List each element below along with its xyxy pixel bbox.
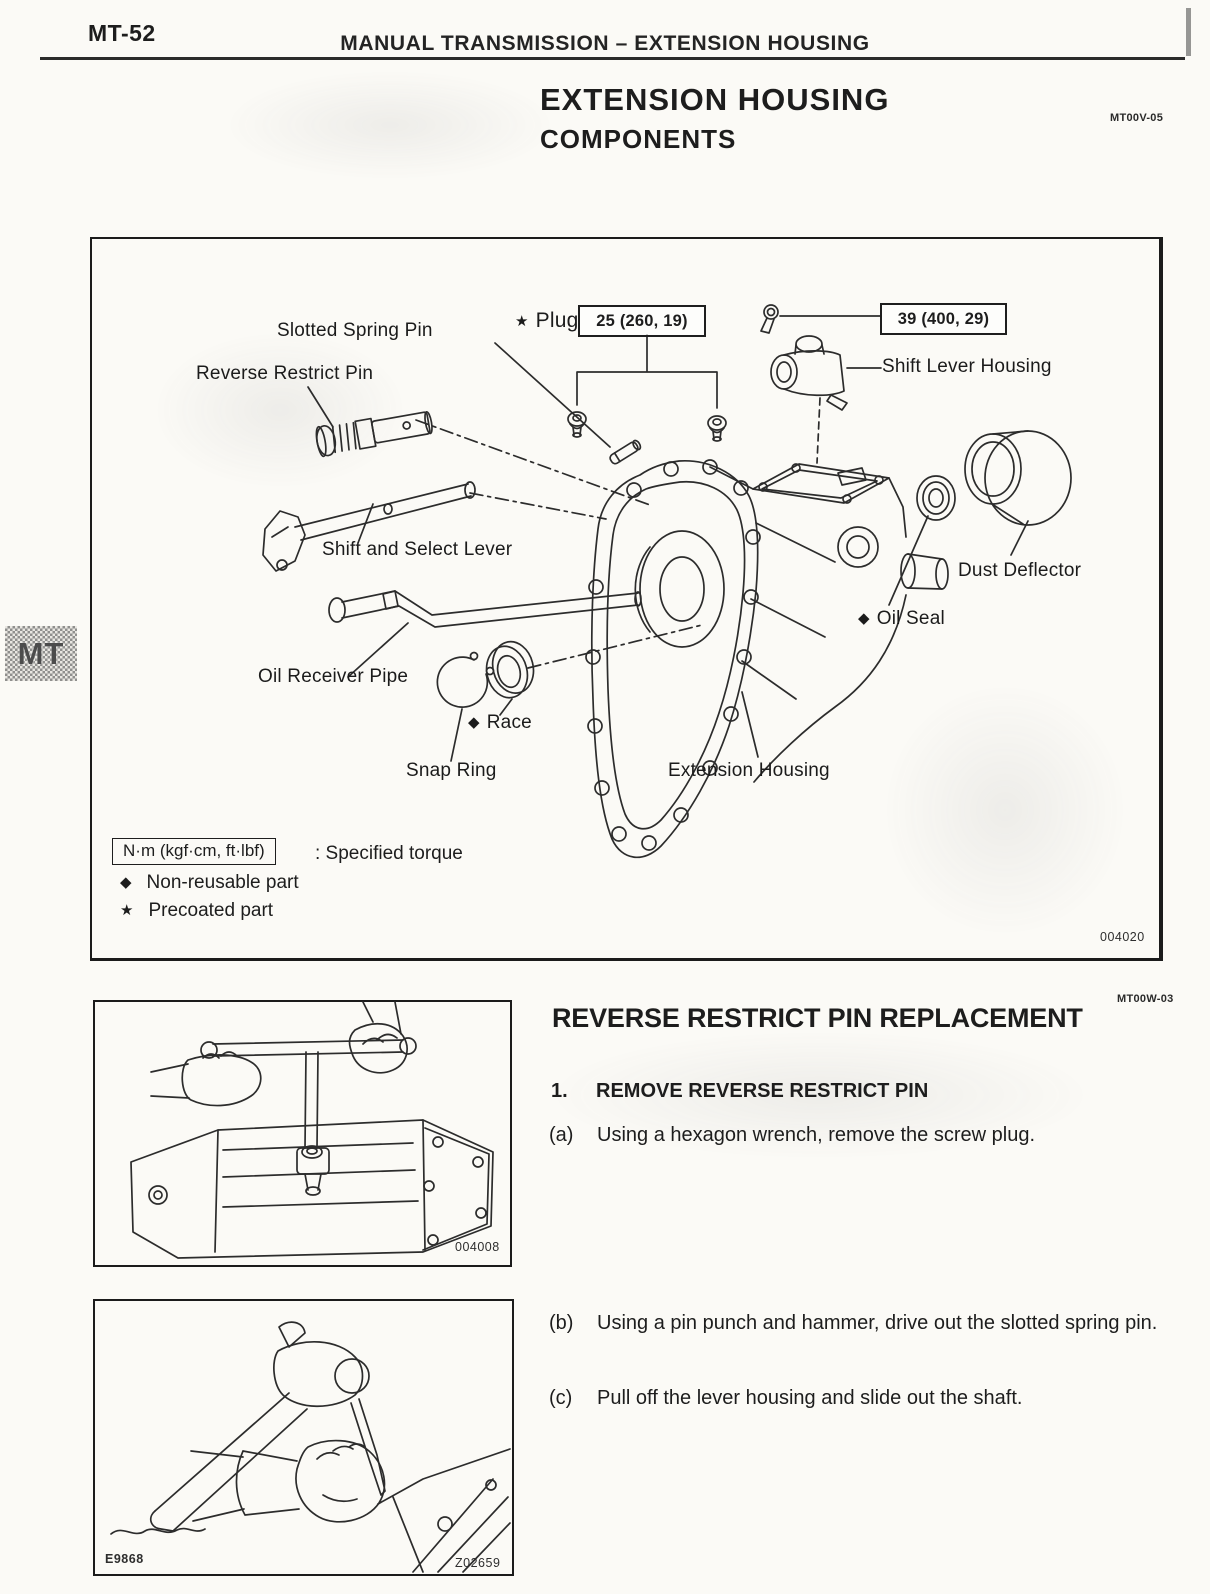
- label-dust-deflector: Dust Deflector: [958, 560, 1082, 581]
- legend-torque-meaning: : Specified torque: [315, 843, 463, 864]
- step-title: REMOVE REVERSE RESTRICT PIN: [596, 1080, 929, 1102]
- page-number: MT-52: [88, 20, 156, 46]
- section-subtitle: COMPONENTS: [540, 124, 737, 154]
- header-rule: [40, 57, 1185, 60]
- substep-a: (a) Using a hexagon wrench, remove the screw plug.: [549, 1124, 1036, 1146]
- legend-precoated: ★ Precoated part: [120, 900, 274, 921]
- snap-ring-drawing: [437, 653, 493, 708]
- figure-code: Z02659: [455, 1556, 501, 1570]
- oil-seal-drawing: [917, 476, 955, 520]
- oil-receiver-pipe-drawing: [329, 591, 641, 627]
- label-race: ◆ Race: [468, 712, 532, 733]
- bolt-drawing: [761, 305, 778, 333]
- figure-code: E9868: [105, 1552, 144, 1566]
- side-tab-mt: [5, 626, 77, 681]
- centerline: [817, 398, 820, 463]
- label-shift-lever-housing: Shift Lever Housing: [882, 356, 1052, 377]
- side-tab-label: MT: [17, 635, 65, 671]
- legend-torque-box: N·m (kgf·cm, ft·lbf): [112, 838, 276, 865]
- shift-lever-housing-drawing: [771, 336, 847, 410]
- slotted-spring-pin-drawing: [609, 439, 642, 465]
- procedure-step-1: [551, 1080, 928, 1103]
- torque-spec-plug: 25 (260, 19): [578, 305, 706, 337]
- figure-code: 004008: [455, 1240, 500, 1254]
- title-code: MT00V-05: [1110, 112, 1164, 124]
- torque-bracket: [577, 335, 717, 408]
- centerline: [470, 493, 606, 519]
- non-reusable-diamond-icon: ◆: [858, 610, 870, 627]
- label-oil-seal: ◆ Oil Seal: [858, 608, 945, 629]
- precoated-star-icon: ★: [515, 313, 529, 330]
- hammer-punch-illustration: [93, 1299, 510, 1572]
- non-reusable-diamond-icon: ◆: [468, 714, 480, 731]
- scan-artifact: [220, 70, 560, 180]
- hex-wrench-illustration: [93, 1000, 508, 1263]
- label-reverse-restrict-pin: Reverse Restrict Pin: [196, 363, 374, 384]
- label-shift-and-select-lever: Shift and Select Lever: [322, 539, 513, 560]
- label-plug: ★ Plug: [515, 309, 579, 332]
- substep-c: (c) Pull off the lever housing and slide out the shaft.: [549, 1387, 1023, 1409]
- figure-code: 004020: [1100, 930, 1145, 944]
- non-reusable-diamond-icon: ◆: [120, 874, 132, 891]
- label-snap-ring: Snap Ring: [406, 760, 497, 781]
- reverse-restrict-pin-drawing: [315, 407, 434, 457]
- dust-deflector-drawing: [965, 431, 1071, 525]
- race-drawing: [481, 637, 540, 702]
- legend-non-reusable: ◆ Non-reusable part: [120, 872, 299, 893]
- running-header: MANUAL TRANSMISSION – EXTENSION HOUSING: [340, 32, 870, 55]
- screw-plug-drawing: [568, 412, 726, 441]
- step-number: 1.: [551, 1080, 568, 1102]
- torque-spec-bolt: 39 (400, 29): [880, 303, 1007, 335]
- label-slotted-spring-pin: Slotted Spring Pin: [277, 320, 433, 341]
- section-title: EXTENSION HOUSING: [540, 82, 890, 117]
- precoated-star-icon: ★: [120, 902, 134, 919]
- extension-housing-drawing: [586, 460, 948, 857]
- procedure-heading: REVERSE RESTRICT PIN REPLACEMENT: [552, 1003, 1083, 1033]
- procedure-code: MT00W-03: [1117, 993, 1174, 1005]
- label-oil-receiver-pipe: Oil Receiver Pipe: [258, 666, 409, 687]
- label-extension-housing: Extension Housing: [668, 760, 830, 781]
- substep-b: (b) Using a pin punch and hammer, drive out the slotted spring pin.: [549, 1312, 1158, 1334]
